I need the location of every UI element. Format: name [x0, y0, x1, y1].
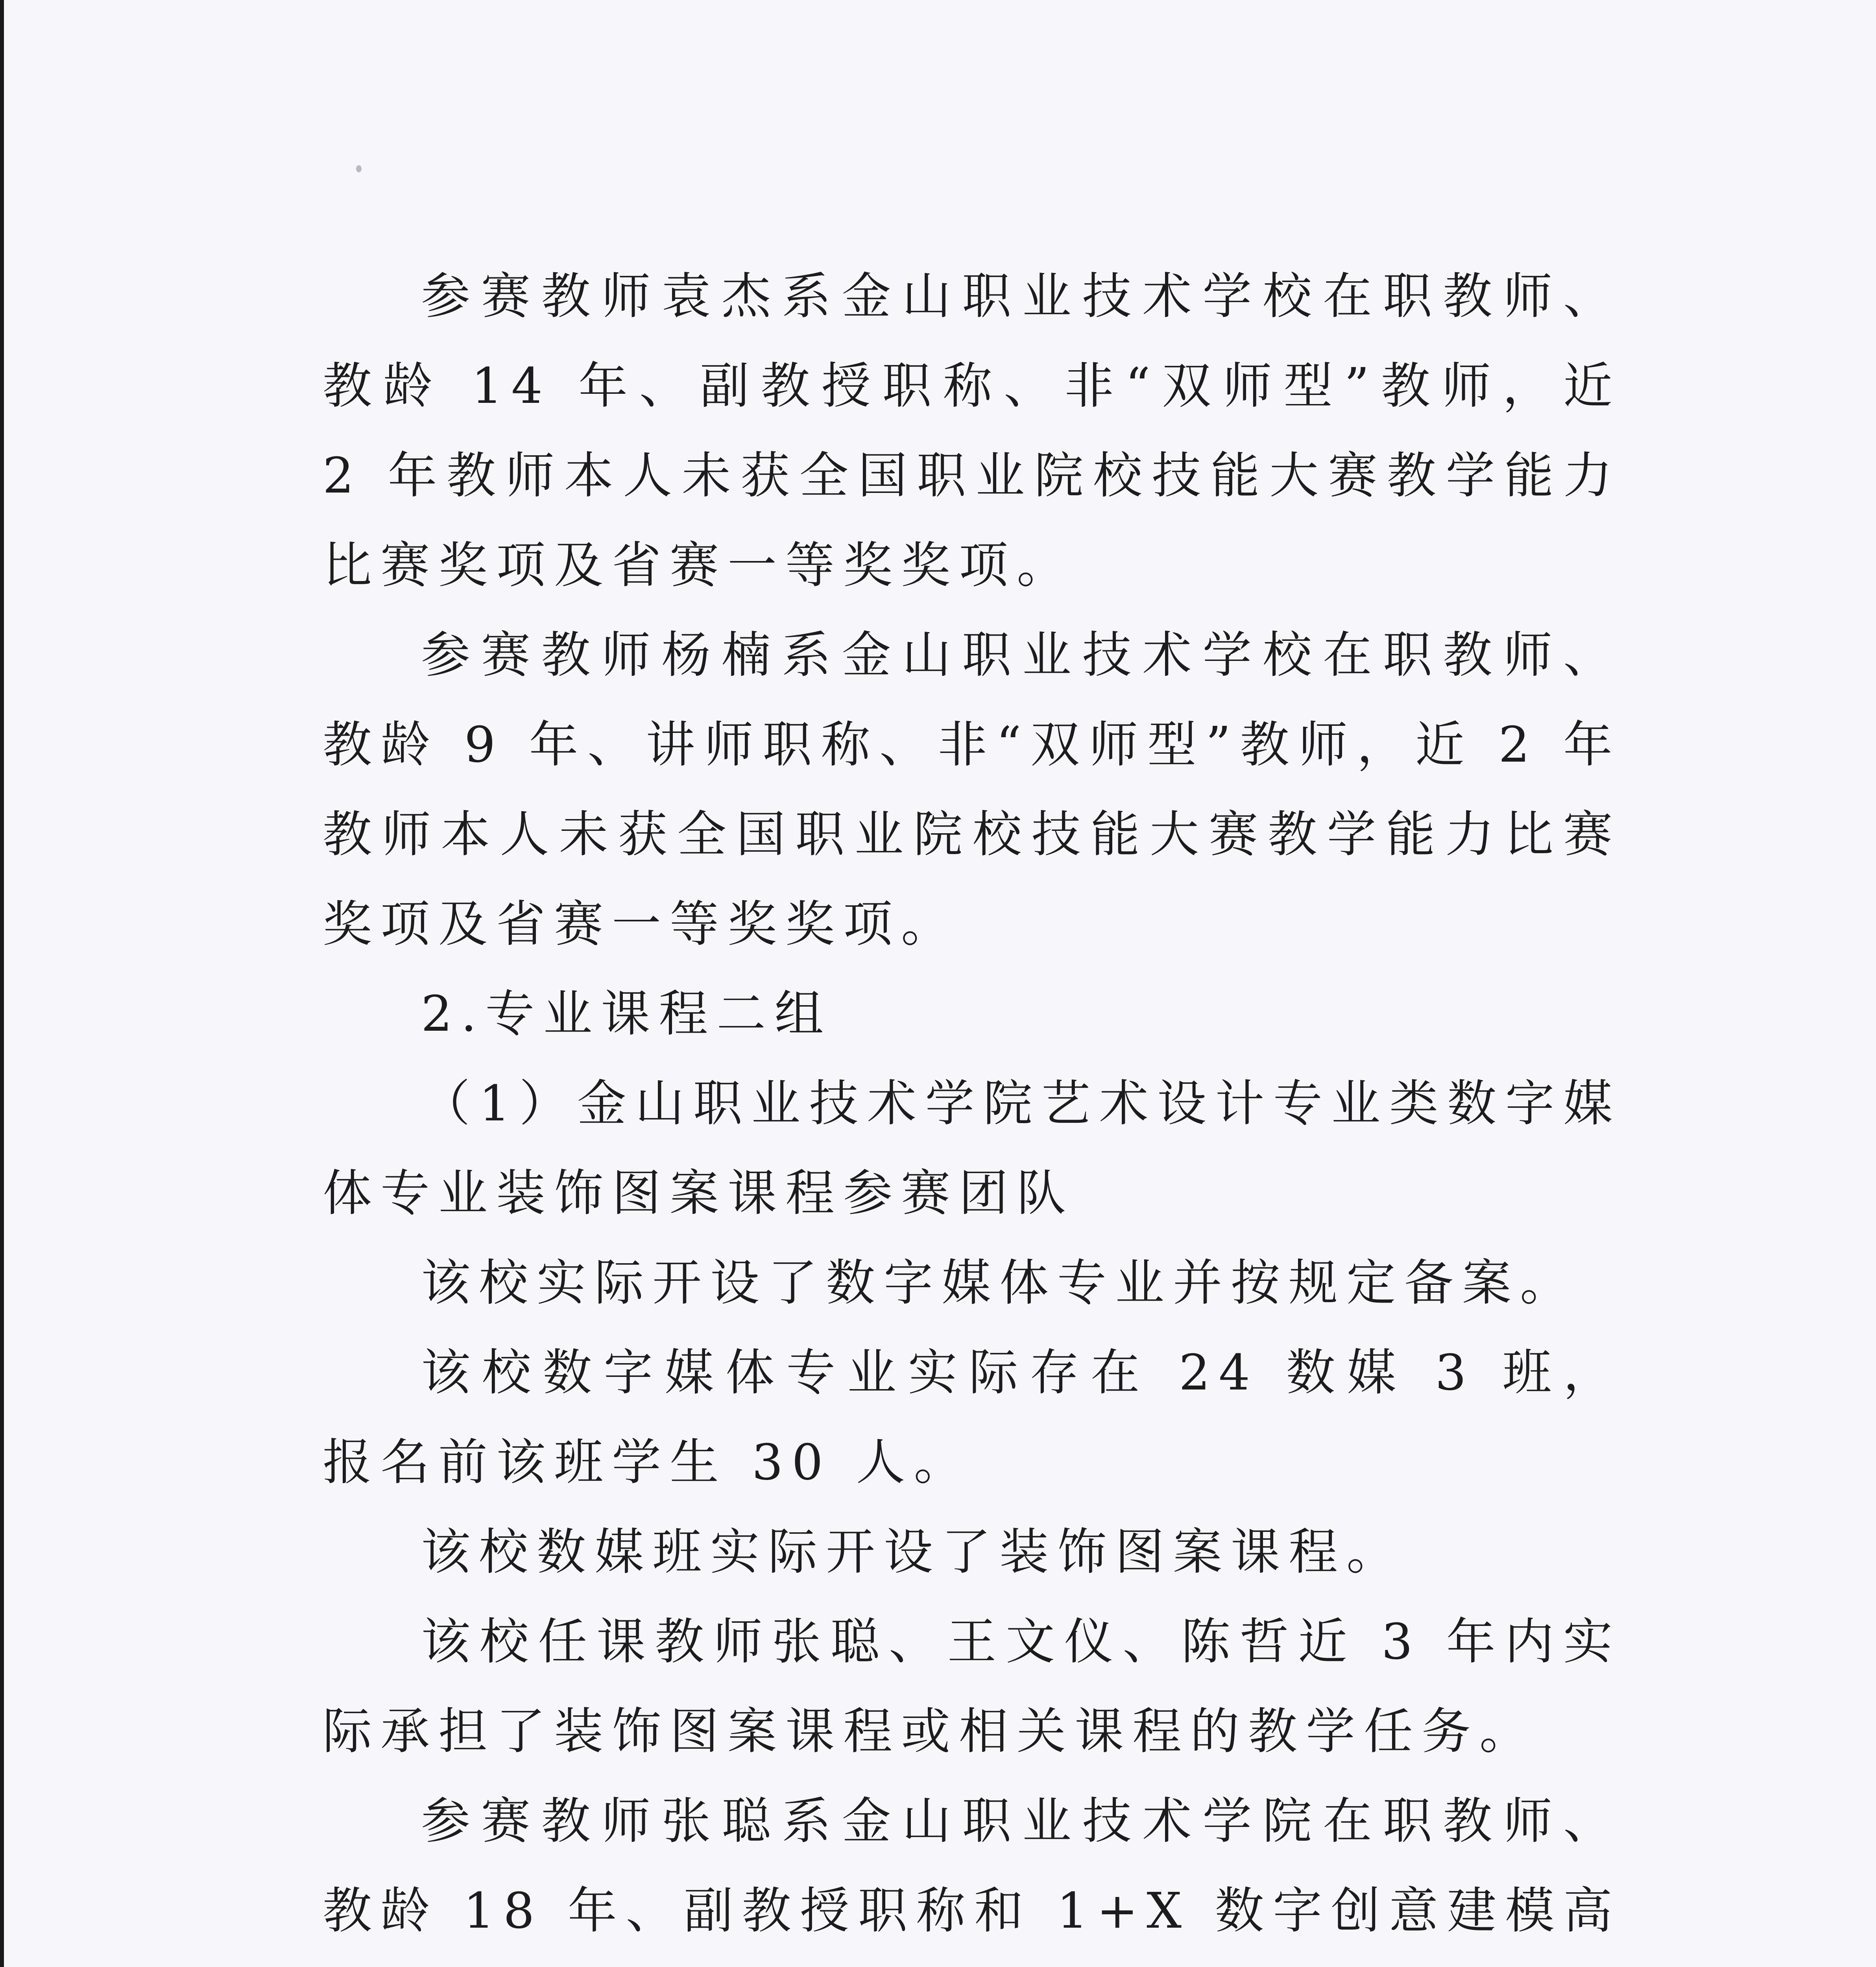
scan-edge-shadow [0, 0, 4, 1967]
paragraph-teaching-duty: 该校任课教师张聪、王文仪、陈哲近 3 年内实际承担了装饰图案课程或相关课程的教学任务。 [323, 1613, 1621, 1760]
section-heading-group-two: 2.专业课程二组 [421, 985, 833, 1043]
paragraph-yuanjie: 参赛教师袁杰系金山职业技术学校在职教师、教龄 14 年、副教授职称、非“双师型”教师，近 2 年教师本人未获全国职业院校技能大赛教学能力比赛奖项及省赛一等奖奖项。 [323, 268, 1621, 594]
subsection-heading-team: （1）金山职业技术学院艺术设计专业类数字媒体专业装饰图案课程参赛团队 [323, 1075, 1621, 1222]
paragraph-yangnan: 参赛教师杨楠系金山职业技术学校在职教师、教龄 9 年、讲师职称、非“双师型”教师，近 2 年教师本人未获全国职业院校技能大赛教学能力比赛奖项及省赛一等奖奖项。 [323, 627, 1621, 953]
document-body [323, 252, 1621, 1967]
paragraph-zhangcong: 参赛教师张聪系金山职业技术学院在职教师、教龄 18 年、副教授职称和 1+X 数字创意建模高 [323, 1793, 1621, 1939]
paragraph-course-offered: 该校数媒班实际开设了装饰图案课程。 [421, 1524, 1404, 1581]
paragraph-major-registered: 该校实际开设了数字媒体专业并按规定备案。 [421, 1255, 1578, 1312]
scan-speck [356, 165, 362, 172]
paragraph-class-size: 该校数字媒体专业实际存在 24 数媒 3 班，报名前该班学生 30 人。 [323, 1344, 1621, 1491]
